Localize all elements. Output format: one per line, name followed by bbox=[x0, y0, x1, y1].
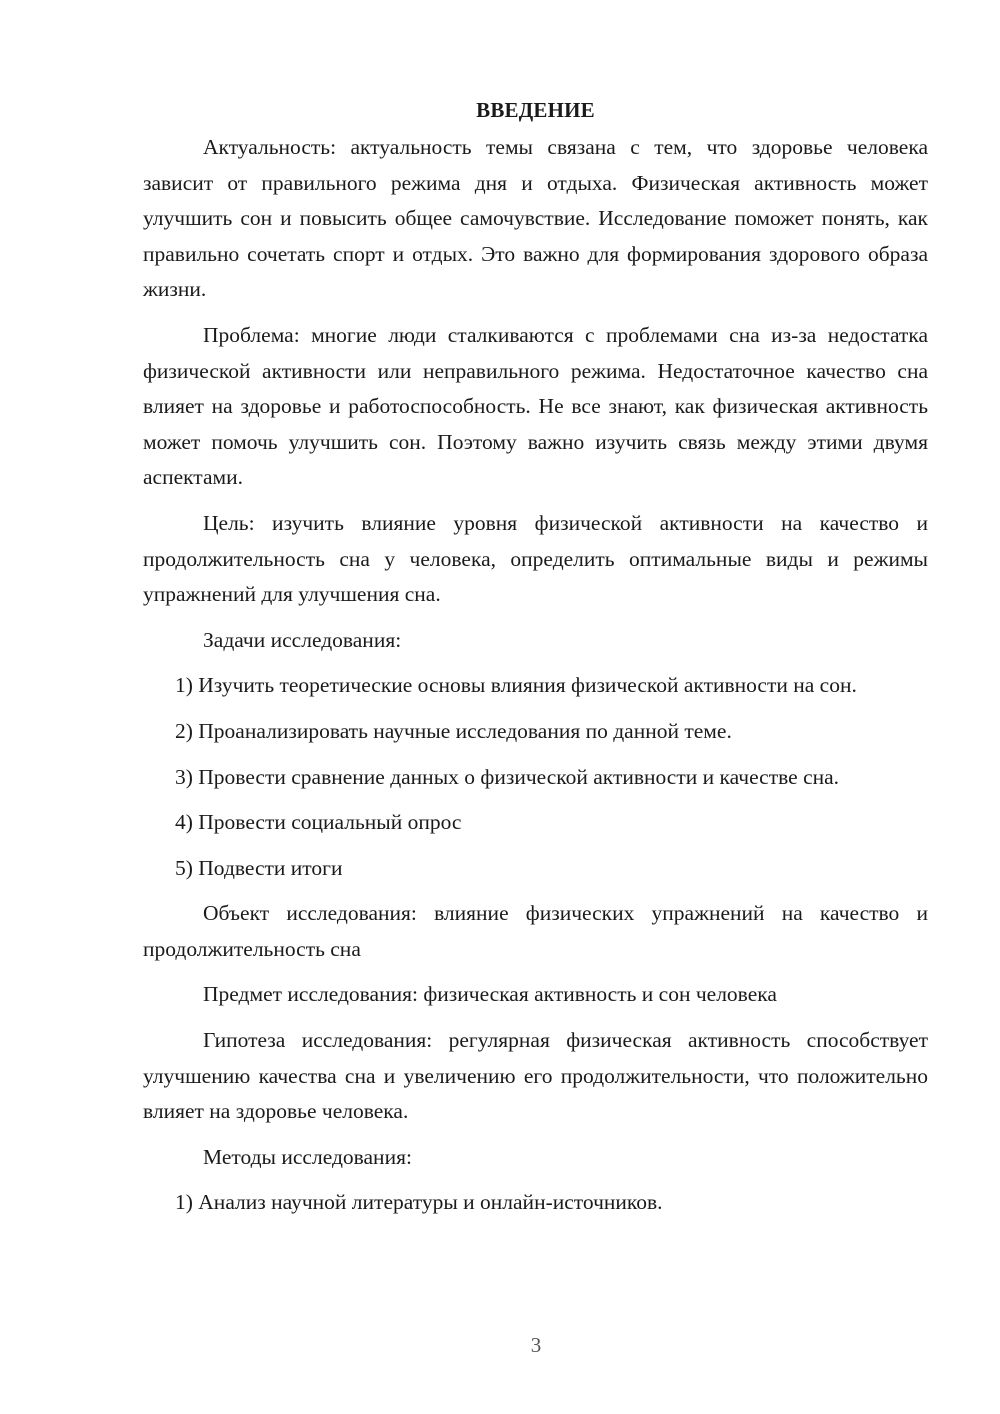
object-paragraph: Объект исследования: влияние физических упражнений на качество и продолжительность сна bbox=[143, 901, 928, 961]
method-item-1: 1) Анализ научной литературы и онлайн-источников. bbox=[175, 1190, 663, 1215]
task-item-1: 1) Изучить теоретические основы влияния физической активности на сон. bbox=[175, 673, 857, 698]
tasks-heading: Задачи исследования: bbox=[203, 627, 402, 652]
relevance-paragraph: Актуальность: актуальность темы связана с тем, что здоровье человека зависит от правильного режима дня и отдыха. Физическая активность может улучшить сон и повысить общее самочувствие. Исследование поможет понять, как правильно сочетать спорт и отдых. Это важно для формирования здорового образа жизни. bbox=[143, 135, 928, 302]
task-item-2: 2) Проанализировать научные исследования по данной теме. bbox=[175, 718, 732, 743]
subject-paragraph: Предмет исследования: физическая активность и сон человека bbox=[203, 982, 777, 1007]
hypothesis-paragraph: Гипотеза исследования: регулярная физическая активность способствует улучшению качества сна и увеличению его продолжительности, что положительно влияет на здоровье человека. bbox=[143, 1028, 928, 1124]
task-item-5: 5) Подвести итоги bbox=[175, 855, 343, 880]
task-item-4: 4) Провести социальный опрос bbox=[175, 810, 462, 835]
problem-paragraph: Проблема: многие люди сталкиваются с проблемами сна из-за недостатка физической активности или неправильного режима. Недостаточное качество сна влияет на здоровье и работоспособность. Не все знают, как физическая активность может помочь улучшить сон. Поэтому важно изучить связь между этими двумя аспектами. bbox=[143, 322, 928, 490]
methods-heading: Методы исследования: bbox=[203, 1144, 412, 1169]
goal-paragraph: Цель: изучить влияние уровня физической активности на качество и продолжительность сна у человека, определить оптимальные виды и режимы упражнений для улучшения сна. bbox=[143, 510, 928, 607]
task-item-3: 3) Провести сравнение данных о физической активности и качестве сна. bbox=[175, 764, 840, 789]
document-page bbox=[143, 92, 928, 1231]
section-title: ВВЕДЕНИЕ bbox=[476, 98, 595, 122]
page-number: 3 bbox=[530, 1333, 542, 1357]
